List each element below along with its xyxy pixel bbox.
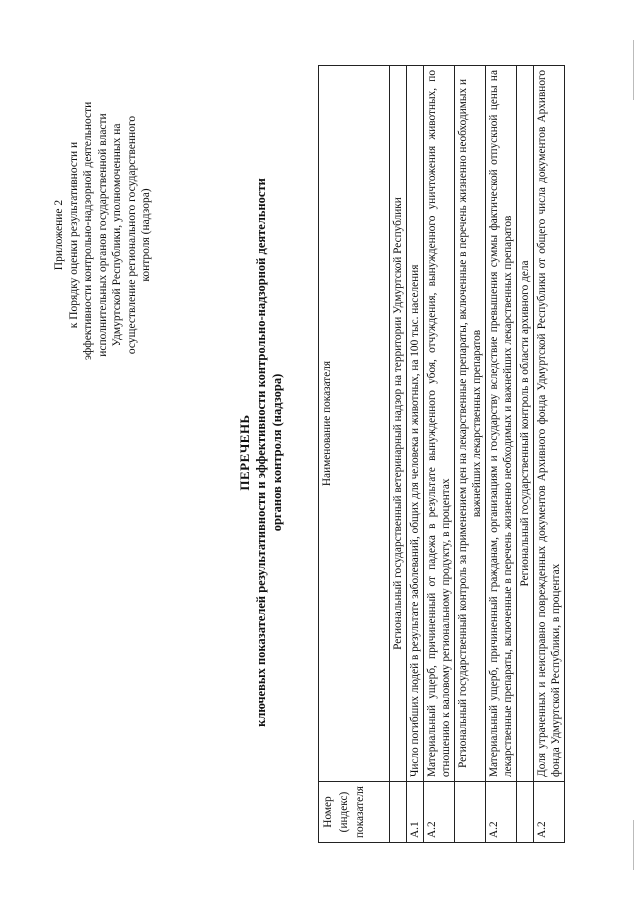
appendix-note (52, 101, 154, 360)
section-title: Региональный государственный ветеринарный надзор на территории Удмуртской Республики (390, 66, 407, 782)
table-header-row (319, 66, 390, 843)
indicator-number: А.2 (486, 782, 517, 843)
indicator-name: Материальный ущерб, причиненный от падежа в результате вынужденного убоя, отчуждения, вынужденного уничтожения животных, по отношению к валовому региональному продукту, в процентах (424, 66, 455, 782)
indicator-number: А.1 (407, 782, 424, 843)
table-row (407, 66, 424, 843)
title-line-1: ключевых показателей результативности и эффективности контрольно-надзорной деятельности (254, 178, 268, 727)
title-main: ПЕРЕЧЕНЬ (237, 414, 252, 491)
appendix-line: эффективности контрольно-надзорной деятельности (82, 101, 94, 360)
indicator-number: А.2 (424, 782, 455, 843)
section-title: Региональный государственный контроль за применением цен на лекарственные препараты, включенные в перечень жизненно необходимых и важнейших лекарственных препаратов (455, 66, 486, 782)
table-section-row (390, 66, 407, 843)
table-row (424, 66, 455, 843)
indicator-name: Число погибших людей в результате заболеваний, общих для человека и животных, на 100 тыс. населения (407, 66, 424, 782)
table-row (534, 66, 565, 843)
appendix-line: осуществление регионального государственного (125, 115, 138, 355)
indicator-name: Материальный ущерб, причиненный гражданам, организациям и государству вследствие превышения суммы фактической отпускной цены на лекарственные препараты, включенные в перечень жизненно необходимых и важнейших лекарственных препаратов (486, 66, 517, 782)
scan-edge-mark (633, 820, 634, 870)
title-line-2: органов контроля (надзора) (270, 373, 284, 532)
table-section-row (517, 66, 534, 843)
header-number: Номер (индекс) показателя (319, 782, 390, 843)
appendix-line: Приложение 2 (53, 199, 65, 271)
scan-edge-mark (633, 40, 634, 100)
appendix-line: Удмуртской Республики, уполномоченных на (111, 123, 123, 347)
indicator-number: А.2 (534, 782, 565, 843)
header-name: Наименование показателя (319, 66, 390, 782)
indicators-table (318, 65, 565, 843)
section-title: Региональный государственный контроль в области архивного дела (517, 66, 534, 782)
document-title (237, 0, 285, 905)
appendix-line: контроля (надзора) (140, 188, 152, 282)
table-row (486, 66, 517, 843)
appendix-line: исполнительных органов государственной власти (96, 113, 109, 357)
indicator-name: Доля утраченных и неисправно поврежденных документов Архивного фонда Удмуртской Республики от общего числа документов Архивного фонда Удмуртской Республики, в процентах (534, 66, 565, 782)
table-section-row (455, 66, 486, 843)
appendix-line: к Порядку оценки результативности и (67, 141, 80, 329)
